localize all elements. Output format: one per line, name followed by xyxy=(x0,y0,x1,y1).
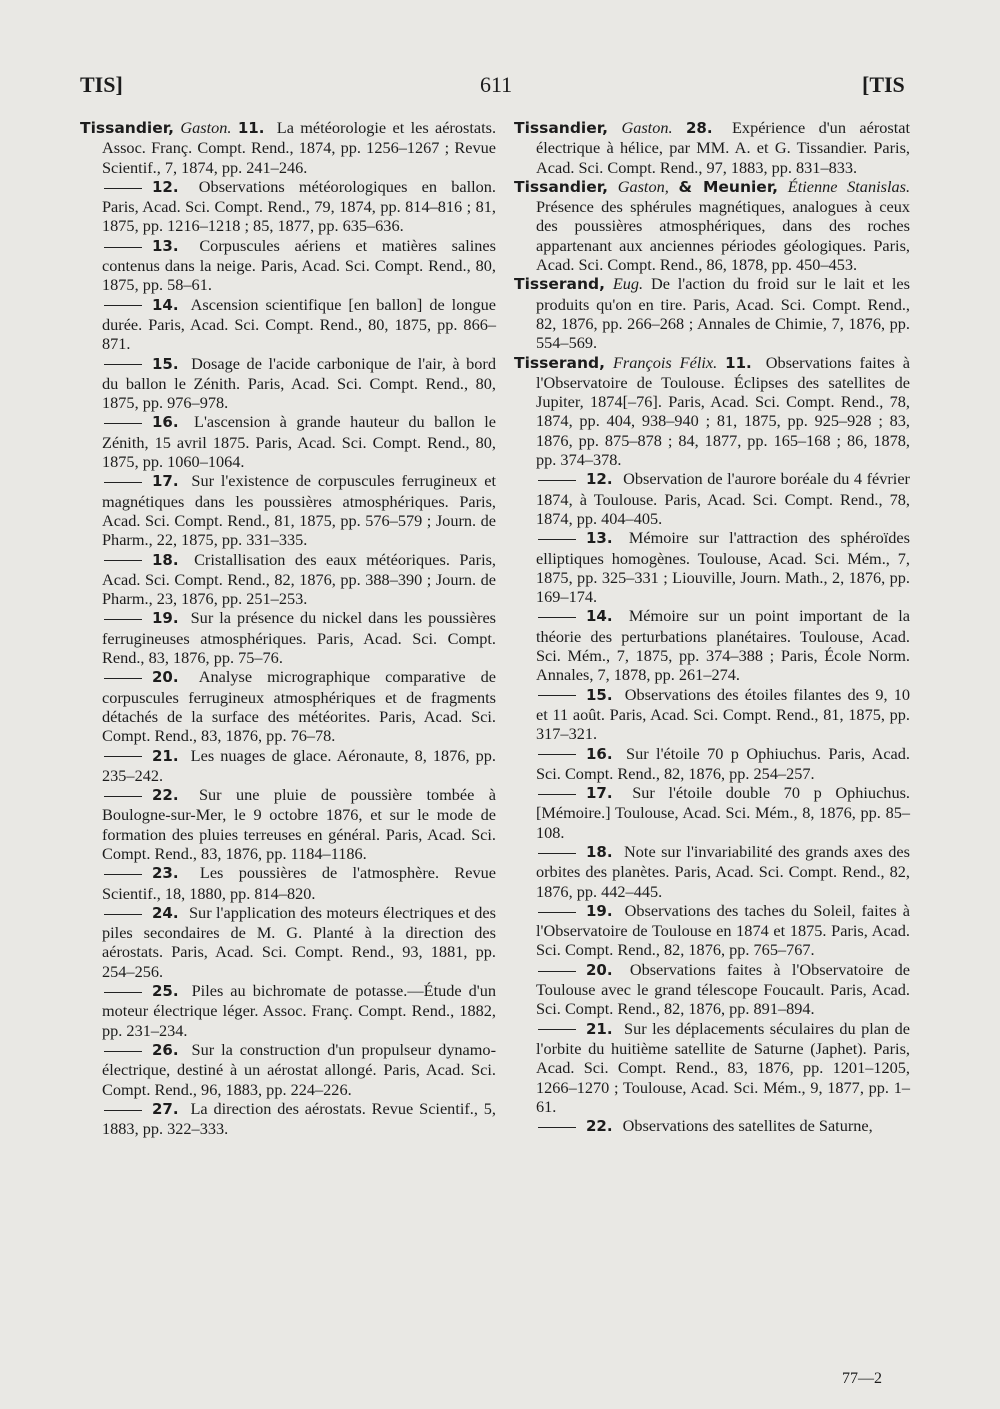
bibliography-entry xyxy=(514,606,910,684)
entry-text: Observations faites à l'Observatoire de Toulouse. Éclipses des satellites de Jupiter, 1874[–76]. Paris, Acad. Sci. Compt. Rend., 78, 1874, pp. 404, 938–940 ; 81, 1875, pp. 925–928 ; 83, 1876, pp. 875–878 ; 84, 1877, pp. 165–168 ; 86, 1878, pp. 374–378. xyxy=(536,352,910,470)
bibliography-entry xyxy=(514,685,910,744)
author-given-name: Gaston. xyxy=(180,118,232,137)
entry-number: 21. xyxy=(152,746,179,765)
ditto-dash xyxy=(538,971,576,972)
bibliography-entry xyxy=(514,353,910,470)
entry-number: 18. xyxy=(586,842,613,861)
entry-text: Observations météorologiques en ballon. Paris, Acad. Sci. Compt. Rend., 79, 1874, pp. 814–816 ; 81, 1875, pp. 1216–1218 ; 85, 1877, pp. 635–636. xyxy=(102,176,496,236)
entry-text: Dosage de l'acide carbonique de l'air, à bord du ballon le Zénith. Paris, Acad. Sci. Compt. Rend., 80, 1875, pp. 976–978. xyxy=(102,353,496,413)
bibliography-entry xyxy=(80,412,496,471)
entry-text: L'ascension à grande hauteur du ballon le Zénith, 15 avril 1875. Paris, Acad. Sci. Compt. Rend., 80, 1875, pp. 1060–1064. xyxy=(102,412,496,472)
ditto-dash xyxy=(538,539,576,540)
entry-number: 14. xyxy=(586,607,613,626)
entry-text: Sur une pluie de poussière tombée à Boulogne-sur-Mer, le 9 octobre 1876, et sur le mode de formation des pluies terreuses en général. Paris, Acad. Sci. Compt. Rend., 83, 1876, pp. 1184–1186. xyxy=(102,785,496,863)
ditto-dash xyxy=(538,617,576,618)
bibliography-entry xyxy=(80,354,496,413)
ditto-dash xyxy=(104,305,142,306)
author-given-name: Gaston, xyxy=(617,176,669,196)
entry-text: Note sur l'invariabilité des grands axes des orbites des planètes. Paris, Acad. Sci. Compt. Rend., 82, 1876, pp. 442–445. xyxy=(536,841,910,901)
bibliography-entry xyxy=(80,1099,496,1139)
entry-text: Sur la présence du nickel dans les poussières ferrugineuses atmosphériques. Paris, Acad. Sci. Compt. Rend., 83, 1876, pp. 75–76. xyxy=(102,608,497,668)
bibliography-entry xyxy=(80,295,496,354)
entry-text: Observations faites à l'Observatoire de Toulouse avec le grand télescope Foucault. Paris, Acad. Sci. Compt. Rend., 82, 1876, pp. 891–894. xyxy=(536,959,911,1019)
bibliography-entry xyxy=(514,744,910,784)
entry-text: Cristallisation des eaux météoriques. Paris, Acad. Sci. Compt. Rend., 82, 1876, pp. 388–390 ; Journ. de Pharm., 23, 1876, pp. 251–253. xyxy=(102,549,497,609)
signature-mark: 77—2 xyxy=(842,1370,882,1387)
bibliography-entry xyxy=(514,528,910,606)
entry-text: Ascension scientifique [en ballon] de longue durée. Paris, Acad. Sci. Compt. Rend., 80, 1875, pp. 866–871. xyxy=(102,294,496,354)
author-given-name: Eug. xyxy=(612,274,644,294)
right-column xyxy=(514,118,910,1136)
entry-number: 22. xyxy=(586,1117,613,1136)
ditto-dash xyxy=(538,794,576,795)
entry-number: 22. xyxy=(152,786,179,805)
ditto-dash xyxy=(538,1127,576,1128)
entry-number: 11. xyxy=(725,353,752,372)
ditto-dash xyxy=(104,1110,142,1111)
bibliography-entry xyxy=(80,903,496,981)
ditto-dash xyxy=(538,480,576,481)
entry-text: Observations des étoiles filantes des 9, 10 et 11 août. Paris, Acad. Sci. Compt. Rend., 81, 1875, pp. 317–321. xyxy=(536,684,910,744)
bibliography-entry xyxy=(80,177,496,236)
bibliography-entry xyxy=(514,1116,910,1136)
author-name: Tissandier, xyxy=(514,177,609,196)
header-right-guide: [TIS xyxy=(862,72,905,97)
entry-text: Observations des taches du Soleil, faites à l'Observatoire de Toulouse en 1874 et 1875. Paris, Acad. Sci. Compt. Rend., 82, 1876, pp. 765–767. xyxy=(536,900,910,960)
bibliography-entry xyxy=(80,1040,496,1099)
ditto-dash xyxy=(104,914,142,915)
bibliography-entry xyxy=(80,236,496,295)
entry-text: Sur la construction d'un propulseur dynamo-électrique, destiné à un aérostat allongé. Paris, Acad. Sci. Compt. Rend., 96, 1883, pp. 224–226. xyxy=(102,1039,496,1099)
entry-text: Les poussières de l'atmosphère. Revue Scientif., 18, 1880, pp. 814–820. xyxy=(102,863,496,903)
ditto-dash xyxy=(538,853,576,854)
ditto-dash xyxy=(104,423,142,424)
entry-text: La direction des aérostats. Revue Scientif., 5, 1883, pp. 322–333. xyxy=(102,1098,497,1139)
entry-number: 11. xyxy=(237,119,265,137)
author-given-name: François Félix. xyxy=(612,352,718,372)
bibliography-entry xyxy=(514,960,910,1019)
entry-text: Corpuscules aériens et matières salines contenus dans la neige. Paris, Acad. Sci. Compt. Rend., 80, 1875, pp. 58–61. xyxy=(102,235,496,295)
entry-text: Analyse micrographique comparative de corpuscules ferrugineux atmosphériques et de fragments détachés de la surface des météorites. Paris, Acad. Sci. Compt. Rend., 83, 1876, pp. 76–78. xyxy=(102,667,497,746)
bibliography-entry xyxy=(514,1019,910,1116)
header-left-guide: TIS] xyxy=(80,72,123,97)
entry-text: Sur les déplacements séculaires du plan de l'orbite du huitième satellite de Saturne (Japhet). Paris, Acad. Sci. Compt. Rend., 83, 1876, pp. 1201–1205, 1266–1270 ; Toulouse, Acad. Sci. Mém., 9, 1877, pp. 1–61. xyxy=(536,1018,910,1116)
entry-text: Observation de l'aurore boréale du 4 février 1874, à Toulouse. Paris, Acad. Sci. Compt. Rend., 78, 1874, pp. 404–405. xyxy=(536,469,910,528)
entry-number: 27. xyxy=(152,1099,179,1118)
entry-number: 23. xyxy=(152,864,179,883)
entry-text: Expérience d'un aérostat électrique à hélice, par MM. A. et G. Tissandier. Paris, Acad. Sci. Compt. Rend., 97, 1883, pp. 831–833. xyxy=(536,118,911,177)
entry-text: Observations des satellites de Saturne, xyxy=(622,1116,873,1136)
entry-number: 21. xyxy=(586,1019,613,1038)
entry-number: 17. xyxy=(586,784,613,803)
author-name: Tisserand, xyxy=(514,353,605,372)
ditto-dash xyxy=(104,247,142,248)
ditto-dash xyxy=(104,796,142,797)
entry-number: 16. xyxy=(152,413,179,432)
entry-number: 17. xyxy=(152,472,179,491)
ditto-dash xyxy=(104,874,142,875)
bibliography-entry xyxy=(514,118,910,177)
coauthor-given-name: Étienne Stanislas. xyxy=(787,176,911,196)
entry-number: 16. xyxy=(586,744,613,763)
bibliography-entry xyxy=(514,842,910,901)
entry-text: Sur l'étoile double 70 p Ophiuchus. [Mémoire.] Toulouse, Acad. Sci. Mém., 8, 1876, pp. 85–108. xyxy=(536,783,910,842)
entry-text: Présence des sphérules magnétiques, analogues à ceux des poussières atmosphériques, dans des roches appartenant aux anciennes périodes géologiques. Paris, Acad. Sci. Compt. Rend., 86, 1878, pp. 450–453. xyxy=(536,197,910,275)
bibliography-entry xyxy=(80,746,496,786)
ditto-dash xyxy=(104,678,142,679)
left-column xyxy=(80,118,496,1138)
ditto-dash xyxy=(538,695,576,696)
entry-number: 24. xyxy=(152,903,179,922)
entry-number: 13. xyxy=(586,529,613,548)
entry-text: Mémoire sur un point important de la théorie des perturbations planétaires. Toulouse, Acad. Sci. Mém., 7, 1875, pp. 374–388 ; Paris, École Norm. Annales, 7, 1878, pp. 261–274. xyxy=(536,606,911,685)
entry-number: 14. xyxy=(152,295,179,314)
ditto-dash xyxy=(104,482,142,483)
ditto-dash xyxy=(538,912,576,913)
ditto-dash xyxy=(104,364,142,365)
entry-number: 19. xyxy=(586,901,613,920)
bibliography-entry xyxy=(514,469,910,528)
ditto-dash xyxy=(538,754,576,755)
entry-text: Les nuages de glace. Aéronaute, 8, 1876, pp. 235–242. xyxy=(102,745,496,785)
bibliography-entry xyxy=(80,471,496,549)
entry-number: 28. xyxy=(685,119,713,137)
ditto-dash xyxy=(104,992,142,993)
entry-number: 15. xyxy=(586,685,613,704)
bibliography-entry xyxy=(514,177,910,274)
entry-number: 12. xyxy=(152,177,179,196)
entry-number: 15. xyxy=(152,354,179,373)
entry-number: 12. xyxy=(586,470,613,489)
bibliography-entry xyxy=(514,783,910,842)
ditto-dash xyxy=(538,1029,576,1030)
author-given-name: Gaston. xyxy=(621,118,673,137)
bibliography-entry xyxy=(80,667,496,745)
entry-number: 20. xyxy=(586,960,613,979)
ditto-dash xyxy=(104,560,142,561)
entry-text: Sur l'étoile 70 p Ophiuchus. Paris, Acad. Sci. Compt. Rend., 82, 1876, pp. 254–257. xyxy=(536,743,910,783)
author-name: Tissandier, xyxy=(80,119,175,137)
bibliography-entry xyxy=(80,118,496,177)
author-name: Tisserand, xyxy=(514,275,605,294)
bibliography-entry xyxy=(80,785,496,863)
page-number: 611 xyxy=(480,72,513,97)
ditto-dash xyxy=(104,1051,142,1052)
bibliography-entry xyxy=(80,550,496,609)
entry-number: 20. xyxy=(152,668,179,687)
entry-text: Sur l'existence de corpuscules ferrugineux et magnétiques dans les poussières atmosphériques. Paris, Acad. Sci. Compt. Rend., 81, 1875, pp. 576–579 ; Journ. de Pharm., 22, 1875, pp. 331–335. xyxy=(102,471,496,550)
entry-text: Sur l'application des moteurs électriques et des piles secondaires de M. G. Planté à la direction des aérostats. Paris, Acad. Sci. Compt. Rend., 93, 1881, pp. 254–256. xyxy=(102,902,496,981)
entry-text: Piles au bichromate de potasse.—Étude d'un moteur électrique léger. Assoc. Franç. Compt. Rend., 1882, pp. 231–234. xyxy=(102,981,496,1040)
entry-number: 18. xyxy=(152,550,179,569)
entry-number: 13. xyxy=(152,236,179,255)
entry-number: 25. xyxy=(152,982,179,1001)
author-name: Tissandier, xyxy=(514,119,609,137)
ditto-dash xyxy=(104,756,142,757)
coauthor-name: & Meunier, xyxy=(678,177,779,196)
bibliography-entry xyxy=(80,863,496,903)
entry-number: 19. xyxy=(152,609,179,628)
entry-number: 26. xyxy=(152,1040,179,1059)
bibliography-entry xyxy=(80,608,496,667)
bibliography-entry xyxy=(514,901,910,960)
entry-text: De l'action du froid sur le lait et les produits qu'on en tire. Paris, Acad. Sci. Compt. Rend., 82, 1876, pp. 266–268 ; Annales de Chimie, 7, 1876, pp. 554–569. xyxy=(536,274,910,353)
ditto-dash xyxy=(104,619,142,620)
entry-text: La météorologie et les aérostats. Assoc. Franç. Compt. Rend., 1874, pp. 1256–1267 ; Revue Scientif., 7, 1874, pp. 241–246. xyxy=(102,118,497,177)
bibliography-entry xyxy=(514,274,910,352)
entry-text: Mémoire sur l'attraction des sphéroïdes elliptiques homogènes. Toulouse, Acad. Sci. Mém., 7, 1875, pp. 325–331 ; Liouville, Journ. Math., 2, 1876, pp. 169–174. xyxy=(536,528,910,607)
ditto-dash xyxy=(104,188,142,189)
bibliography-entry xyxy=(80,981,496,1040)
